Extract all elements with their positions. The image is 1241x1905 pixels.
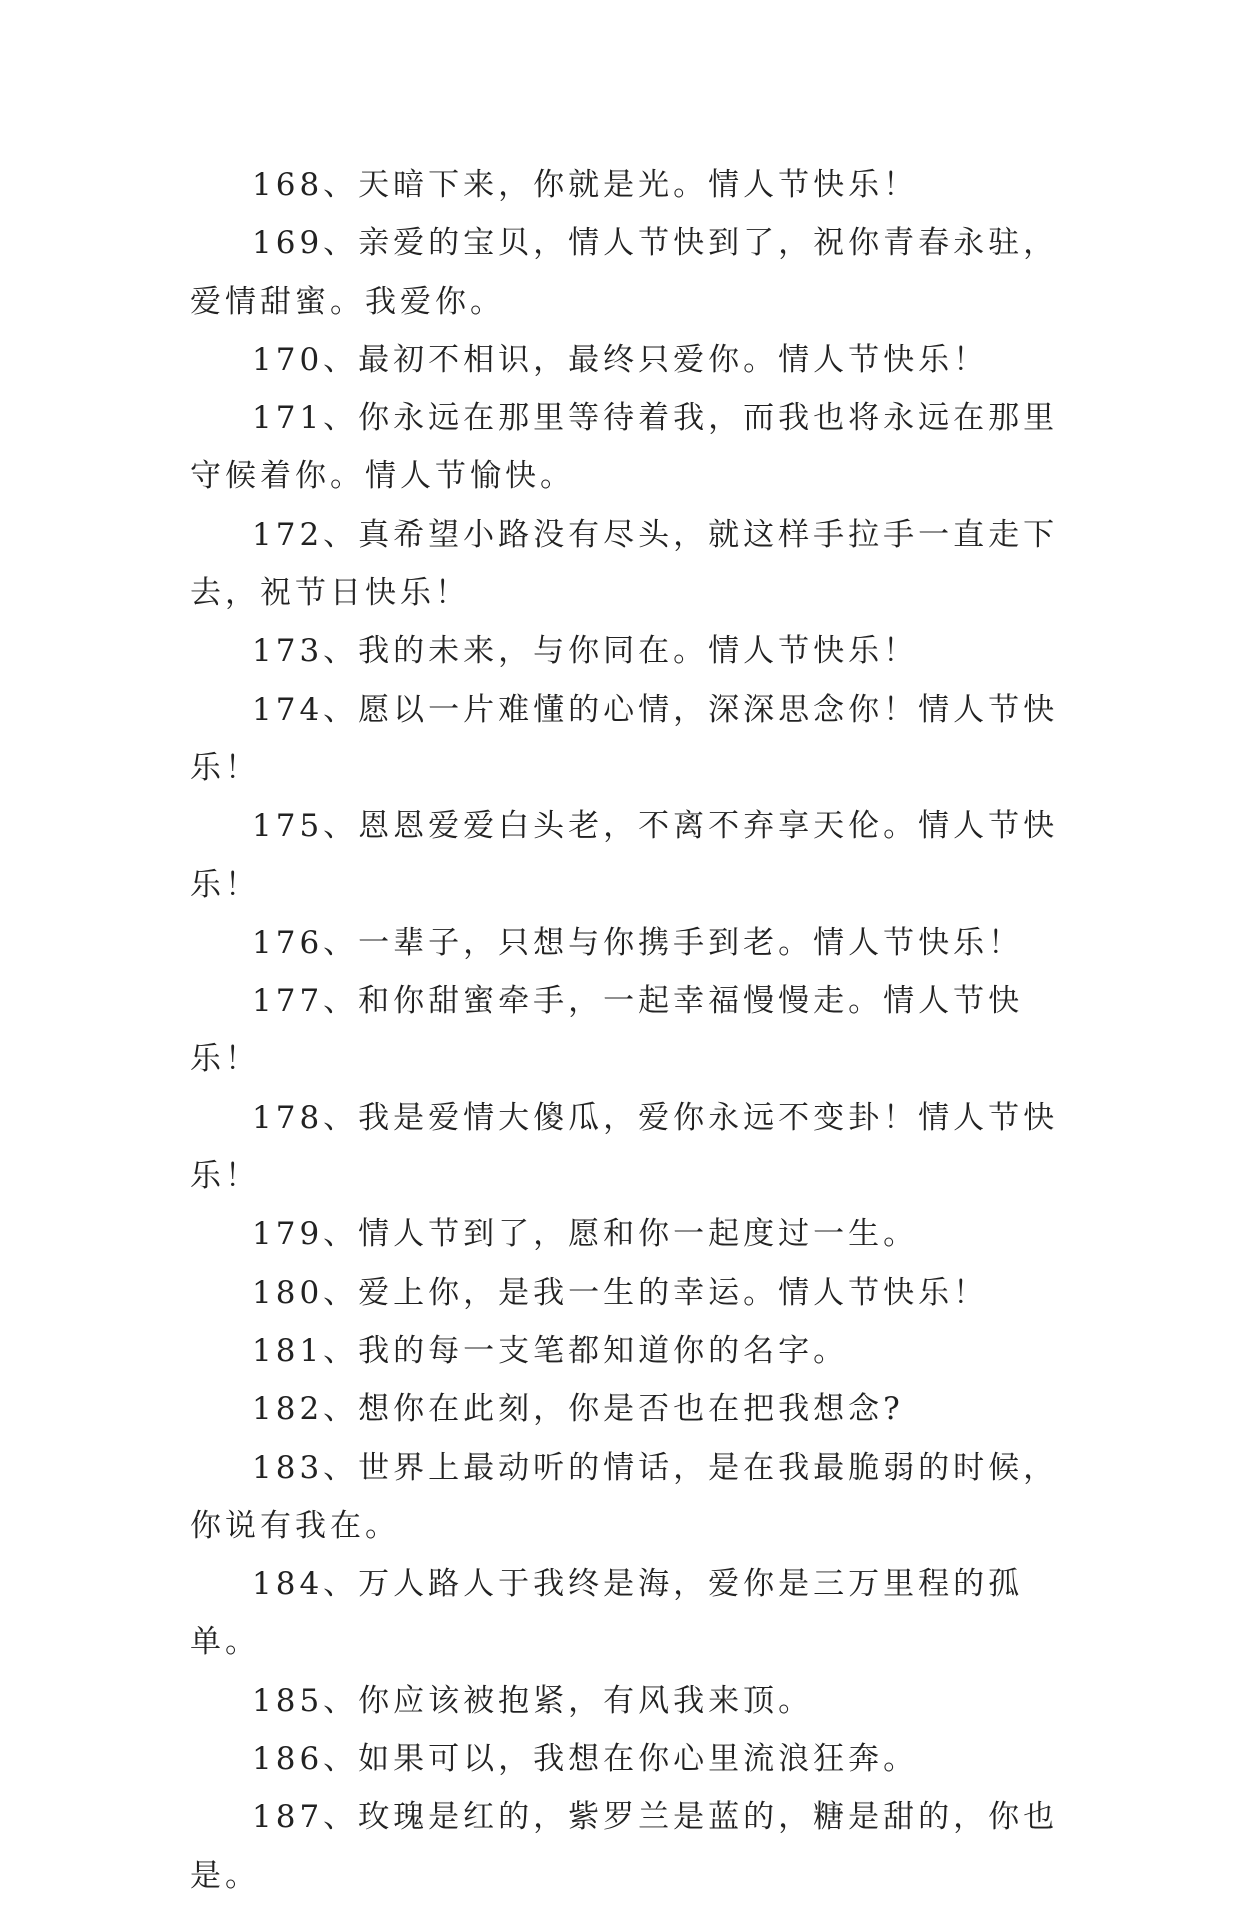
list-item: 184、万人路人于我终是海，爱你是三万里程的孤单。 (190, 1566, 1024, 1661)
list-item: 178、我是爱情大傻瓜，爱你永远不变卦！情人节快乐！ (190, 1099, 1059, 1195)
list-item: 187、玫瑰是红的，紫罗兰是蓝的，糖是甜的，你也是。 (190, 1799, 1059, 1894)
list-item: 182、想你在此刻，你是否也在把我想念? (252, 1391, 904, 1428)
list-item: 185、你应该被抱紧，有风我来顶。 (252, 1682, 814, 1719)
list-item: 174、愿以一片难懂的心情，深深思念你！情人节快乐！ (190, 691, 1059, 786)
list-item: 175、恩恩爱爱白头老，不离不弃享天伦。情人节快乐！ (190, 808, 1059, 903)
list-item: 168、天暗下来，你就是光。情人节快乐！ (252, 167, 919, 203)
list-item: 180、爱上你，是我一生的幸运。情人节快乐！ (252, 1274, 989, 1311)
list-item: 179、情人节到了，愿和你一起度过一生。 (252, 1216, 919, 1253)
list-item: 177、和你甜蜜牵手，一起幸福慢慢走。情人节快乐！ (190, 983, 1024, 1078)
list-item: 170、最初不相识，最终只爱你。情人节快乐！ (252, 341, 989, 378)
list-item: 183、世界上最动听的情话，是在我最脆弱的时候，你说有我在。 (190, 1449, 1059, 1544)
document-body (190, 156, 1070, 1905)
list-item: 172、真希望小路没有尽头，就这样手拉手一直走下去，祝节日快乐！ (190, 516, 1059, 612)
list-item: 186、如果可以，我想在你心里流浪狂奔。 (252, 1741, 919, 1778)
list-item: 169、亲爱的宝贝，情人节快到了，祝你青春永驻，爱情甜蜜。我爱你。 (190, 225, 1059, 320)
list-item: 181、我的每一支笔都知道你的名字。 (252, 1332, 849, 1369)
list-item: 176、一辈子，只想与你携手到老。情人节快乐！ (252, 924, 1024, 961)
list-item: 173、我的未来，与你同在。情人节快乐！ (252, 633, 919, 670)
list-item: 171、你永远在那里等待着我，而我也将永远在那里守候着你。情人节愉快。 (190, 400, 1059, 495)
